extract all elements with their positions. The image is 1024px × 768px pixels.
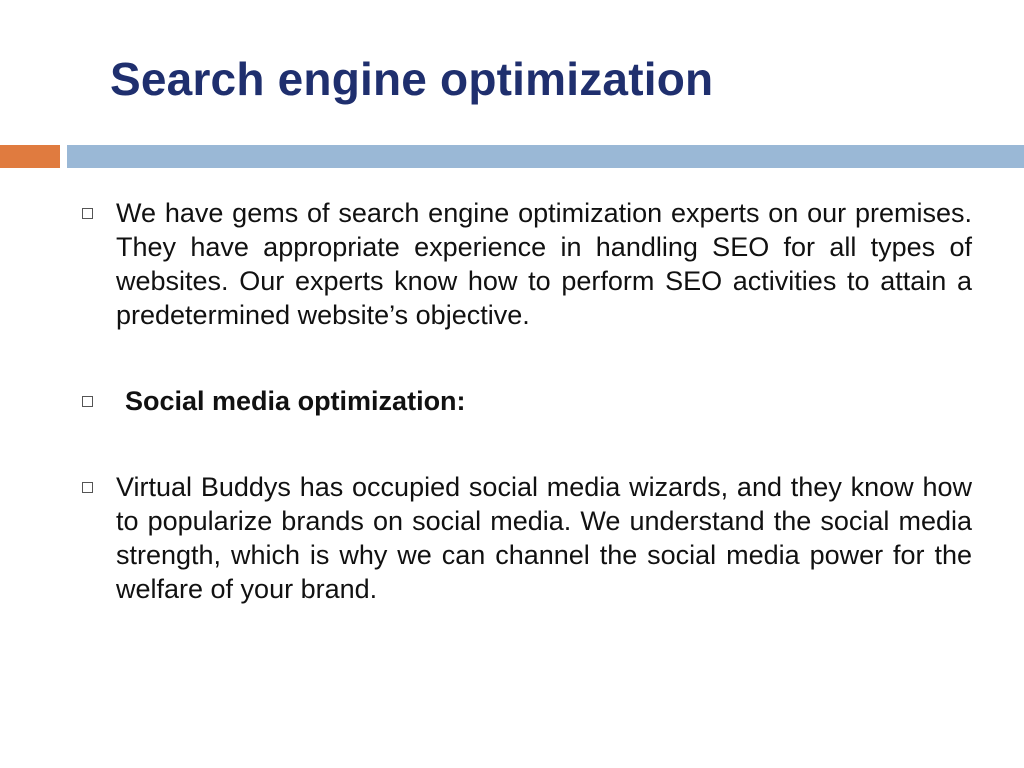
bullet-list [80,196,972,606]
slide-title: Search engine optimization [110,53,714,105]
square-bullet-icon [82,396,93,407]
accent-bar-orange [0,145,60,168]
accent-bar-blue [67,145,1024,168]
bullet-item [80,470,972,606]
bullet-heading: Social media optimization: [125,386,466,416]
bullet-item [80,196,972,332]
bullet-item [80,384,972,418]
square-bullet-icon [82,208,93,219]
square-bullet-icon [82,482,93,493]
bullet-text: Virtual Buddys has occupied social media wizards, and they know how to popularize brands on social media. We understand the social media strength, which is why we can channel the social media power for the welfare of your brand. [116,472,972,604]
bullet-text: We have gems of search engine optimization experts on our premises. They have appropriate experience in handling SEO for all types of websites. Our experts know how to perform SEO activities to attain a predetermined website’s objective. [116,198,972,330]
